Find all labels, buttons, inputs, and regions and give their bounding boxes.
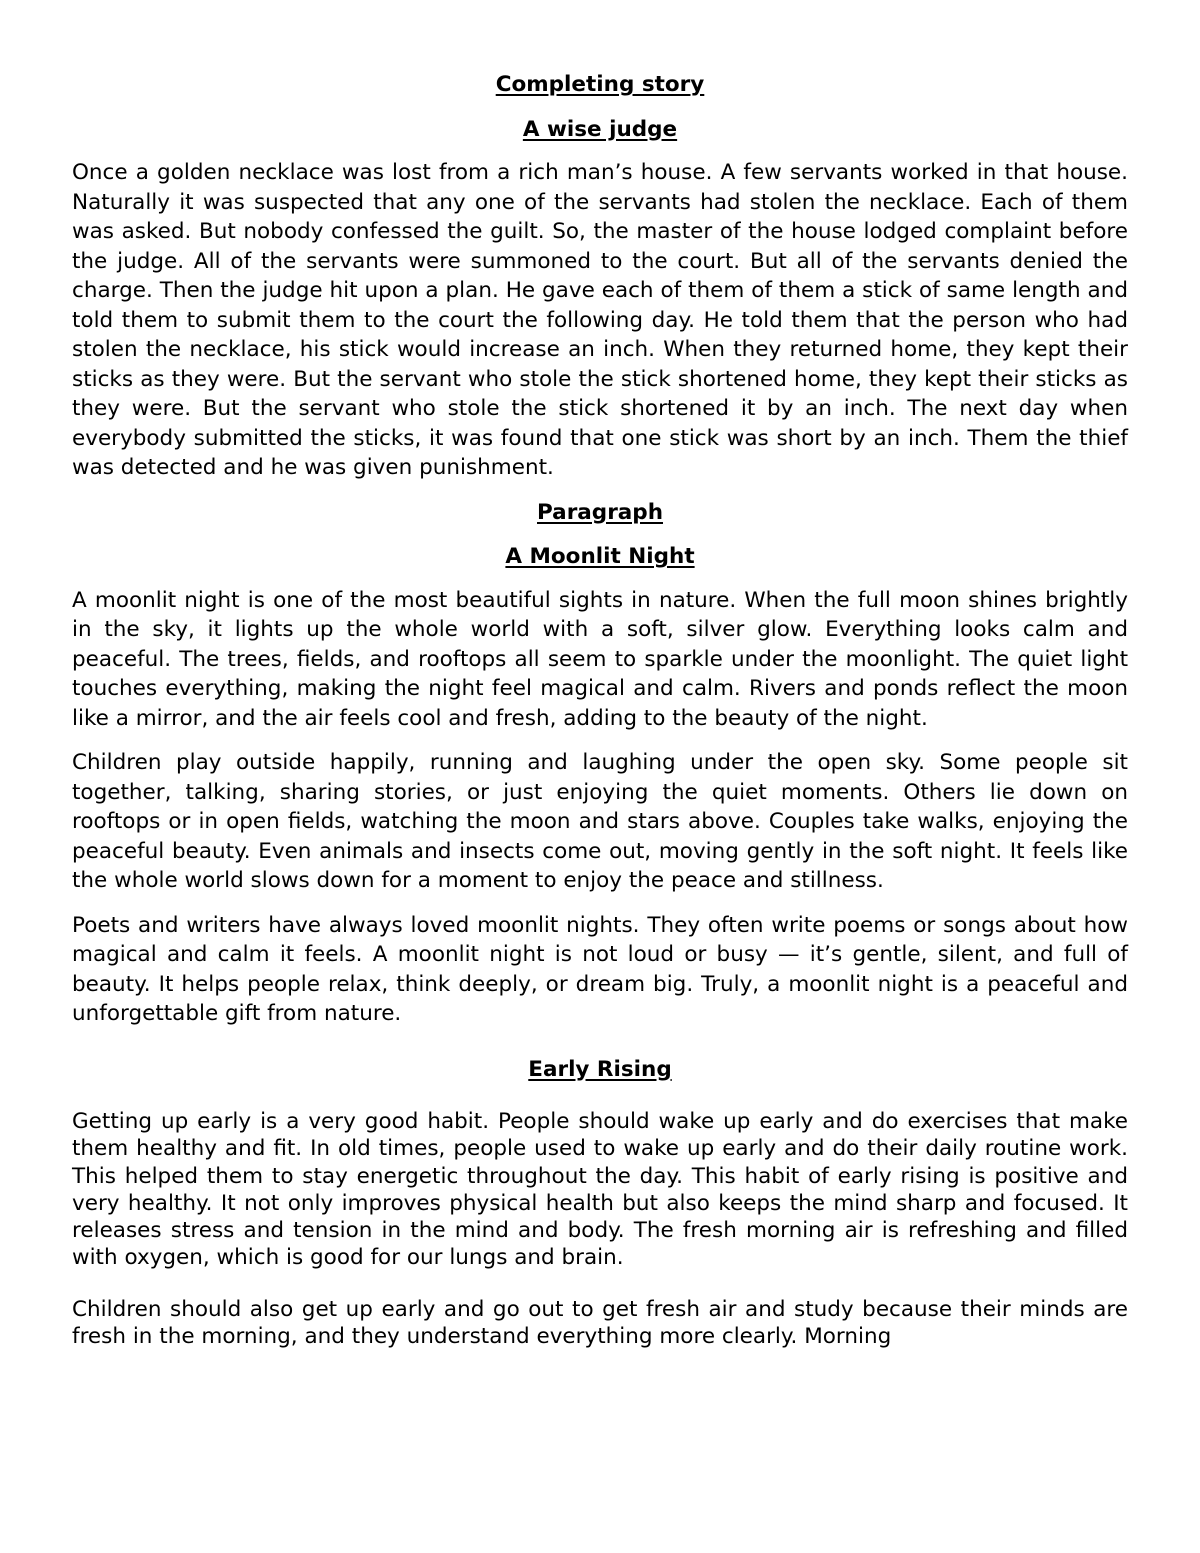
early-rising-paragraph-1: Getting up early is a very good habit. People should wake up early and do exercises that make them healthy and fit. In old times, people used to wake up early and do their daily routine work. This helped them to stay energetic throughout the day. This habit of early rising is positive and very healthy. It not only improves physical health but also keeps the mind sharp and focused. It releases stress and tension in the mind and body. The fresh morning air is refreshing and filled with oxygen, which is good for our lungs and brain.	[72, 1109, 1128, 1271]
story-title-wise-judge: A wise judge	[522, 116, 678, 142]
paragraph-title-early-rising: Early Rising	[528, 1056, 672, 1082]
paragraph-title-moonlit-night: A Moonlit Night	[505, 544, 695, 569]
section-heading-completing-story: Completing story	[495, 72, 705, 97]
early-rising-paragraph-2: Children should also get up early and go out to get fresh air and study because their minds are fresh in the morning, and they understand everything more clearly. Morning	[72, 1296, 1128, 1350]
moonlit-paragraph-1: A moonlit night is one of the most beautiful sights in nature. When the full moon shines brightly in the sky, it lights up the whole world with a soft, silver glow. Everything looks calm and peaceful. The trees, fields, and rooftops all seem to sparkle under the moonlight. The quiet light touches everything, making the night feel magical and calm. Rivers and ponds reflect the moon like a mirror, and the air feels cool and fresh, adding to the beauty of the night.	[72, 587, 1128, 731]
document-page	[72, 70, 1128, 1365]
section-heading-paragraph: Paragraph	[537, 499, 663, 525]
moonlit-paragraph-2: Children play outside happily, running and laughing under the open sky. Some people sit together, talking, sharing stories, or just enjoying the quiet moments. Others lie down on rooftops or in open fields, watching the moon and stars above. Couples take walks, enjoying the peaceful beauty. Even animals and insects come out, moving gently in the soft night. It feels like the whole world slows down for a moment to enjoy the peace and stillness.	[72, 750, 1128, 893]
story-paragraph: Once a golden necklace was lost from a rich man’s house. A few servants worked in that house. Naturally it was suspected that any one of the servants had stolen the necklace. Each of them was asked. But nobody confessed the guilt. So, the master of the house lodged complaint before the judge. All of the servants were summoned to the court. But all of the servants denied the charge. Then the judge hit upon a plan. He gave each of them of them a stick of same length and told them to submit them to the court the following day. He told them that the person who had stolen the necklace, his stick would increase an inch. When they returned home, they kept their sticks as they were. But the servant who stole the stick shortened home, they kept their sticks as they were. But the servant who stole the stick shortened it by an inch. The next day when everybody submitted the sticks, it was found that one stick was short by an inch. Them the thief was detected and he was given punishment.	[72, 160, 1128, 480]
moonlit-paragraph-3: Poets and writers have always loved moonlit nights. They often write poems or songs about how magical and calm it feels. A moonlit night is not loud or busy — it’s gentle, silent, and full of beauty. It helps people relax, think deeply, or dream big. Truly, a moonlit night is a peaceful and unforgettable gift from nature.	[72, 912, 1128, 1026]
